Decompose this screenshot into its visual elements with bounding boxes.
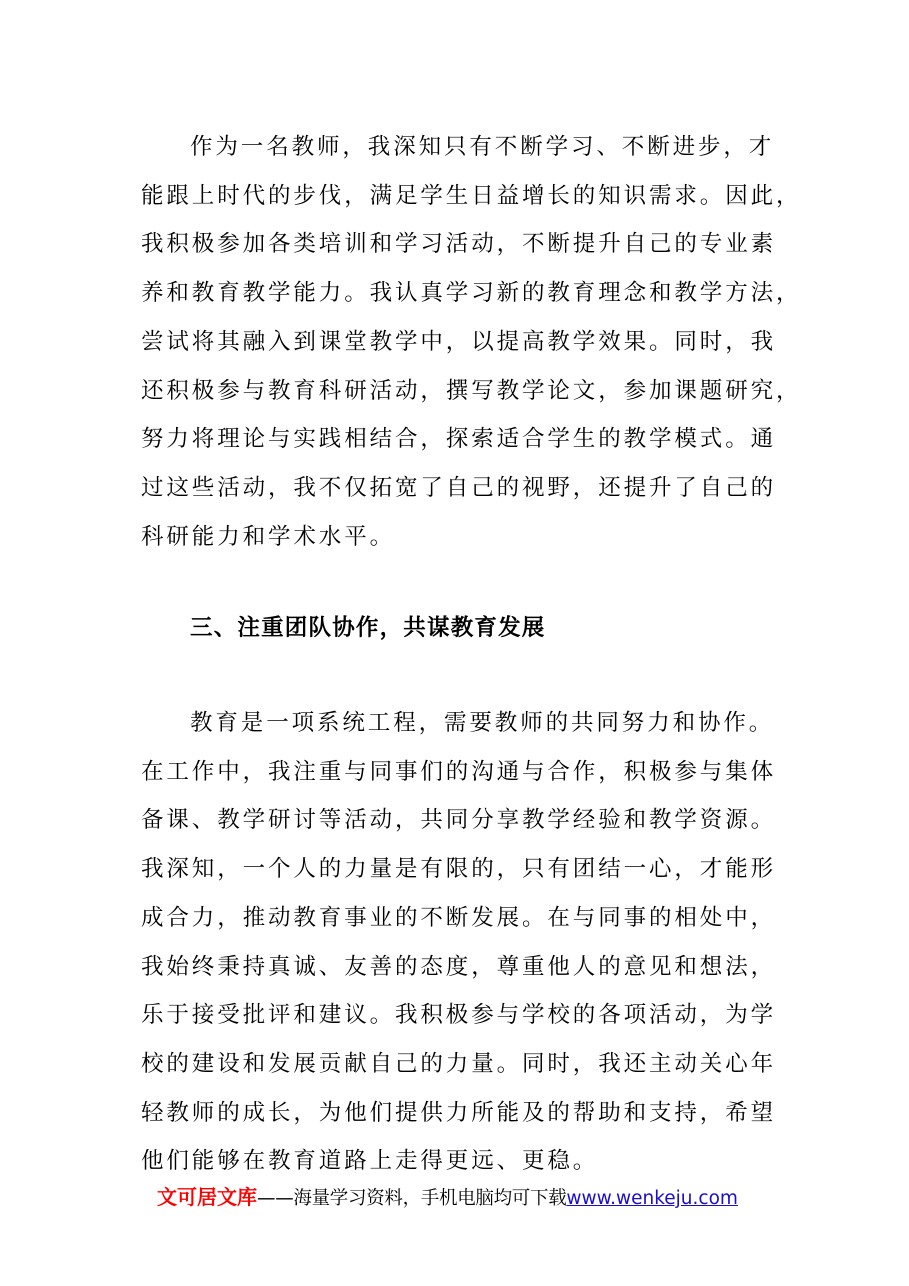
text-line: 我积极参加各类培训和学习活动，不断提升自己的专业素 — [141, 231, 777, 258]
text-line: 备课、教学研讨等活动，共同分享教学经验和教学资源。 — [141, 807, 777, 834]
text-line: 养和教育教学能力。我认真学习新的教育理念和教学方法， — [141, 280, 802, 307]
text-line: 我始终秉持真诚、友善的态度，尊重他人的意见和想法， — [141, 953, 777, 980]
text-line: 轻教师的成长，为他们提供力所能及的帮助和支持，希望 — [141, 1099, 777, 1126]
text-line: 努力将理论与实践相结合，探索适合学生的教学模式。通 — [141, 426, 777, 453]
spacer — [141, 561, 769, 604]
text-line: 我深知，一个人的力量是有限的，只有团结一心，才能形 — [141, 856, 777, 883]
text-line: 尝试将其融入到课堂教学中，以提高教学效果。同时，我 — [141, 328, 777, 355]
text-line: 过这些活动，我不仅拓宽了自己的视野，还提升了自己的 — [141, 474, 777, 501]
section-heading: 三、注重团队协作，共谋教育发展 — [190, 615, 546, 642]
text-line: 他们能够在教育道路上走得更远、更稳。 — [141, 1148, 599, 1175]
text-line: 作为一名教师，我深知只有不断学习、不断进步，才 — [190, 134, 775, 160]
text-line: 成合力，推动教育事业的不断发展。在与同事的相处中， — [141, 904, 777, 931]
footer-tagline: ——海量学习资料，手机电脑均可下载 — [257, 1188, 567, 1209]
document-body — [141, 123, 802, 1186]
text-line: 还积极参与教育科研活动，撰写教学论文，参加课题研究， — [141, 377, 802, 404]
footer-banner — [157, 1183, 738, 1213]
text-line: 能跟上时代的步伐，满足学生日益增长的知识需求。因此， — [141, 182, 802, 209]
text-line: 科研能力和学术水平。 — [141, 523, 396, 550]
text-line: 教育是一项系统工程，需要教师的共同努力和协作。 — [190, 710, 775, 737]
text-line: 乐于接受批评和建议。我积极参与学校的各项活动，为学 — [141, 1002, 777, 1029]
footer-website-link[interactable]: www.wenkeju.com — [566, 1188, 738, 1209]
paragraph-self-study — [141, 123, 802, 561]
footer-brand: 文可居文库 — [157, 1185, 257, 1209]
paragraph-teamwork — [141, 699, 777, 1186]
spacer — [141, 653, 769, 699]
text-line: 校的建设和发展贡献自己的力量。同时，我还主动关心年 — [141, 1050, 777, 1077]
text-line: 在工作中，我注重与同事们的沟通与合作，积极参与集体 — [141, 758, 777, 785]
